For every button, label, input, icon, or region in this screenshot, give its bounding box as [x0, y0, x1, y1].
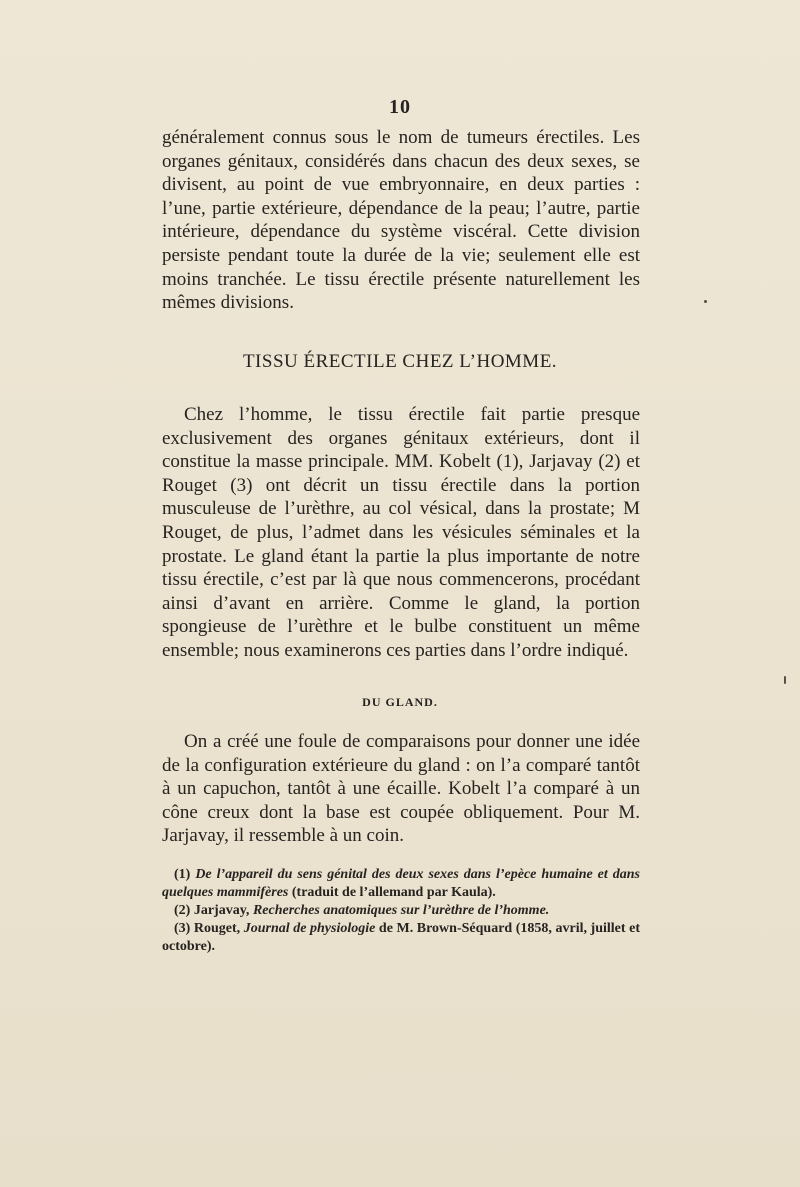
footnote-author: Rouget,: [190, 921, 244, 936]
paper-speck: [784, 676, 786, 684]
footnote-title: Recherches anatomiques sur l’urèthre de l’homme.: [252, 903, 550, 918]
footnote-title: De l’appareil du sens génital des deux sexes dans l’epèce humaine et dans quelques mammifères: [162, 867, 640, 900]
footnote-1: [162, 866, 640, 902]
footnote-text: de M. Brown-Séquard (1858, avril, juillet et octobre).: [162, 921, 640, 954]
footnote-3: [162, 920, 640, 956]
paragraph-homme: Chez l’homme, le tissu érectile fait partie presque exclusivement des organes génitaux extérieurs, dont il constitue la masse principale. MM. Kobelt (1), Jarjavay (2) et Rouget (3) ont décrit un tissu érectile dans la portion musculeuse de l’urèthre, au col vésical, dans la prostate; M Rouget, de plus, l’admet dans les vésicules séminales et la prostate. Le gland étant la partie la plus importante de notre tissu érectile, c’est par là que nous commencerons, procédant ainsi d’avant en arrière. Comme le gland, la portion spongieuse de l’urèthre et le bulbe constituent un même ensemble; nous examinerons ces parties dans l’ordre indiqué.: [162, 404, 640, 661]
paragraph-intro: généralement connus sous le nom de tumeurs érectiles. Les organes génitaux, considérés dans chacun des deux sexes, se divisent, au point de vue embryonnaire, en deux parties : l’une, partie extérieure, dépendance de la peau; l’autre, partie intérieure, dépendance du système viscéral. Cette division persiste pendant toute la durée de la vie; seulement elle est moins tranchée. Le tissu érectile présente naturellement les mêmes divisions.: [162, 127, 640, 314]
section-heading: TISSU ÉRECTILE CHEZ L’HOMME.: [242, 351, 558, 372]
page-number: 10: [389, 96, 411, 118]
footnote-number: (3): [174, 921, 191, 936]
paragraph-gland: On a créé une foule de comparaisons pour donner une idée de la configuration extérieure du gland : on l’a comparé tantôt à un capuchon, tantôt à une écaille. Kobelt l’a comparé à un cône creux dont la base est coupée obliquement. Pour M. Jarjavay, il ressemble à un coin.: [162, 731, 640, 847]
subsection-heading: DU GLAND.: [362, 695, 438, 709]
footnotes: [162, 866, 640, 956]
footnote-number: (2): [174, 903, 191, 918]
footnote-author: Jarjavay,: [190, 903, 253, 918]
footnote-title: Journal de physiologie: [243, 921, 376, 936]
footnote-number: (1): [174, 867, 191, 882]
footnote-text: (traduit de l’allemand par Kaula).: [288, 885, 496, 900]
paper-speck: [704, 300, 707, 303]
footnote-2: [162, 902, 640, 920]
